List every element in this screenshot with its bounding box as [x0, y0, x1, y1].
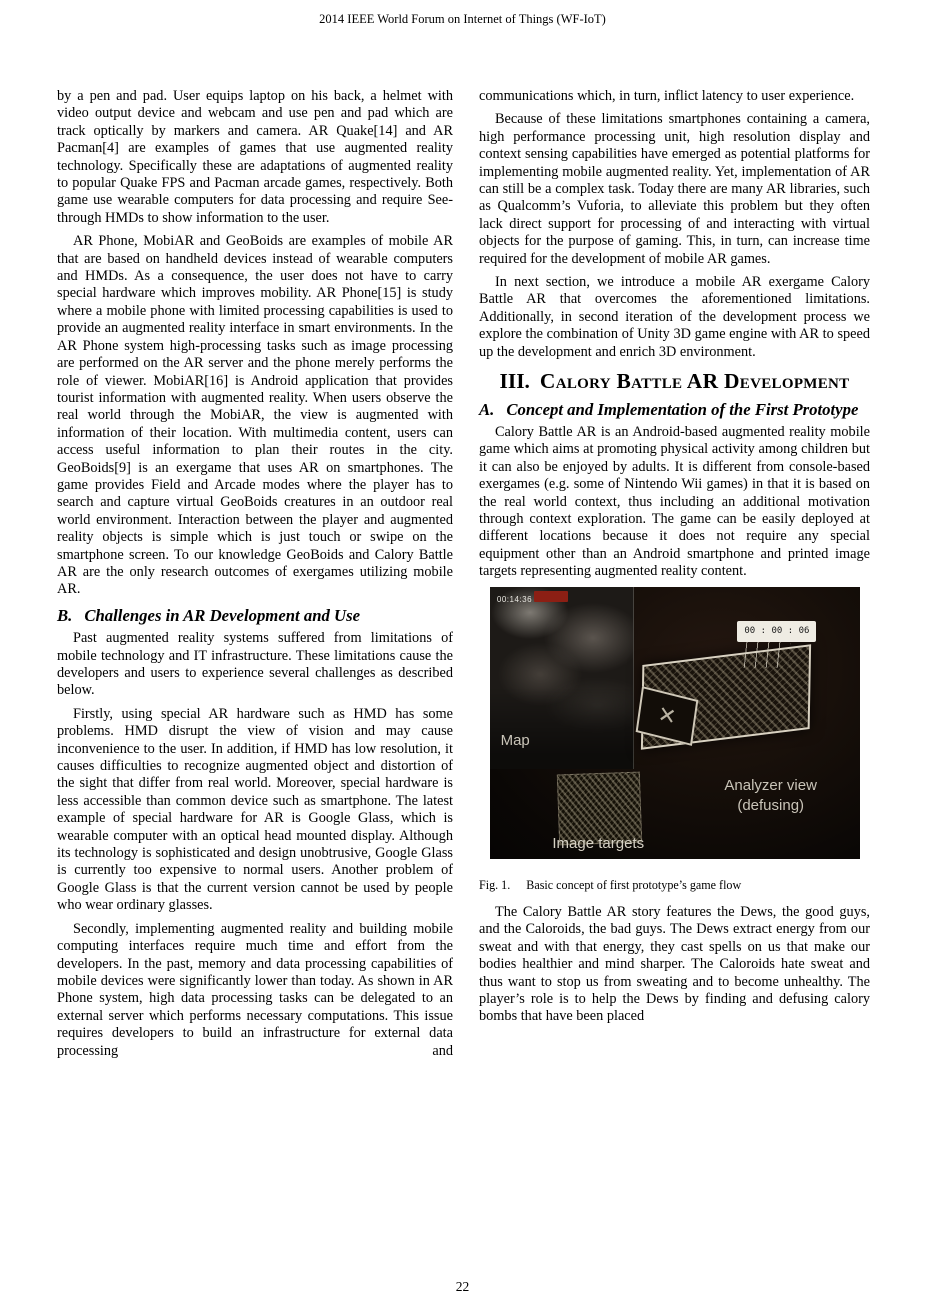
- paragraph: Past augmented reality systems suffered from limitations of mobile technology and IT infrastructure. These limitations cause the developers and users to experience several challenges as described below.: [57, 630, 453, 699]
- section-heading-b-title: Challenges in AR Development and Use: [84, 605, 361, 625]
- figure-analyzer-label-line2: (defusing): [737, 796, 805, 814]
- section-heading-iii-number: III.: [499, 369, 530, 394]
- paragraph: communications which, in turn, inflict latency to user experience.: [479, 88, 855, 104]
- section-heading-a: [479, 401, 870, 418]
- section-heading-iii-title: Calory Battle AR Development: [539, 369, 850, 394]
- paragraph: Because of these limitations smartphones containing a camera, high performance processing unit, high resolution display and context sensing capabilities have emerged as potential platforms for implementing mobile augmented reality. Yet, implementation of AR can still be a complex task. Today there are many AR libraries, such as Qualcomm’s Vuforia, to alleviate this problem but they often lack direct support for processing of and interacting with virtual objects for the purpose of gaming. This, in turn, can increase time required for the development of mobile AR games.: [479, 111, 870, 267]
- figure-bomb-wires: [743, 642, 790, 668]
- paragraph: Secondly, implementing augmented reality and building mobile computing interfaces require much time and effort from the developers. In the past, memory and data processing capabilities of mobile devices were significantly lower than today. As shown in AR Phone system, high data processing tasks can be delegated to an external server which performs necessary computations. This issue requires developers to build an infrastructure for external data processing and: [57, 920, 453, 1059]
- figure-image-target-sample: [557, 771, 643, 845]
- figure-1-image: [490, 587, 860, 859]
- section-heading-a-title: Concept and Implementation of the First Prototype: [506, 399, 859, 419]
- figure-image-targets-label: Image targets: [552, 835, 645, 853]
- section-heading-b-number: B.: [57, 605, 73, 625]
- paragraph: In next section, we introduce a mobile AR exergame Calory Battle AR that overcomes the aforementioned limitations. Additionally, in second iteration of the development process we explore the combination of Unity 3D game engine with AR to speed up the development and enrich 3D environment.: [479, 274, 870, 360]
- figure-1-caption-text: Basic concept of first prototype’s game flow: [526, 877, 742, 892]
- figure-analyzer-label: [697, 776, 845, 816]
- running-header: 2014 IEEE World Forum on Internet of Things (WF-IoT): [319, 12, 606, 26]
- paragraph: Calory Battle AR is an Android-based augmented reality mobile game which aims at promoting physical activity among children but it can also be enjoyed by adults. It is different from console-based exergames (e.g. some of Nintendo Wii games) in that it is based on the real world context, thus including an additional motivation through context exploration. The game can be easily deployed at different locations because it does not require any special equipment other than an Android smartphone and printed image targets representing augmented reality content.: [479, 423, 870, 580]
- x-mark-icon: ✕: [655, 700, 678, 731]
- page-number: 22: [455, 1279, 470, 1294]
- left-column: [57, 88, 453, 1066]
- figure-map-label: Map: [500, 732, 530, 750]
- paragraph: AR Phone, MobiAR and GeoBoids are examples of mobile AR that are based on handheld devices instead of wearable computers and HMDs. As a consequence, the user does not have to carry special hardware which improves mobility. AR Phone[15] is study where a mobile phone with limited processing capabilities is used to provide an augmented reality interface in smart environments. In the AR Phone system high-processing tasks such as image processing are performed on the AR server and the phone merely performs the role of viewer. MobiAR[16] is Android application that provides tourist information with augmented reality. When users observe the real world through the MobiAR, the view is augmented with information of their location. With multimedia content, users can access useful information to plan their routes in the city. GeoBoids[9] is an exergame that uses AR on smartphones. The game provides Field and Arcade modes where the player has to search and capture virtual GeoBoids creatures in an outdoor real world environment. Interaction between the player and augmented reality objects is simple which is just touch or swipe on the smartphone screen. To our knowledge GeoBoids and Calory Battle AR are the only research outcomes of exergames utilizing mobile AR.: [57, 233, 453, 598]
- figure-analyzer-label-line1: Analyzer view: [724, 776, 817, 794]
- section-heading-iii: [479, 369, 870, 394]
- section-heading-b: [57, 607, 453, 624]
- figure-bomb-timer: 00 : 00 : 06: [737, 621, 816, 642]
- paragraph: The Calory Battle AR story features the Dews, the good guys, and the Caloroids, the bad guys. The Dews extract energy from our sweat and with that energy, they cast spells on us that make our bodies healthier and mind sharper. The Caloroids hate sweat and thus want to stop us from sweating and to become unhealthy. The player’s role is to help the Dews by finding and defusing calory bombs that have been placed: [479, 903, 870, 1025]
- right-column: [479, 88, 870, 1032]
- figure-1-caption-tag: Fig. 1.: [479, 877, 511, 892]
- figure-map-timer-text: 00:14:36: [496, 594, 533, 604]
- section-heading-a-number: A.: [479, 399, 495, 419]
- paragraph: by a pen and pad. User equips laptop on his back, a helmet with video output device and webcam and use pen and pad which are track optically by markers and camera. AR Quake[14] and AR Pacman[4] are examples of games that use augmented reality technology. Specifically these are adaptations of augmented reality to popular Quake FPS and Pacman arcade games, respectively. Both game use wearable computers for data processing and require See-through HMDs to show information to the user.: [57, 88, 453, 226]
- figure-1-caption: [479, 877, 870, 894]
- figure-map-red-button: [534, 591, 568, 602]
- paragraph: Firstly, using special AR hardware such as HMD has some problems. HMD disrupt the view of vision and may cause inconvenience to the user. In addition, if HMD has low resolution, it causes difficulties to recognize augmented object and distortion of the sight that differ from real world. Moreover, special hardware is less accessible than common device such as smartphone. The latest example of special hardware for AR is Google Glass, which is wearable computer with an optical head mounted display. Although its technology is sophisticated and design unobtrusive, Google Glass is currently too expensive to normal users. Another problem of Google Glass is that the current version cannot be used by people who wear ordinary glasses.: [57, 705, 453, 914]
